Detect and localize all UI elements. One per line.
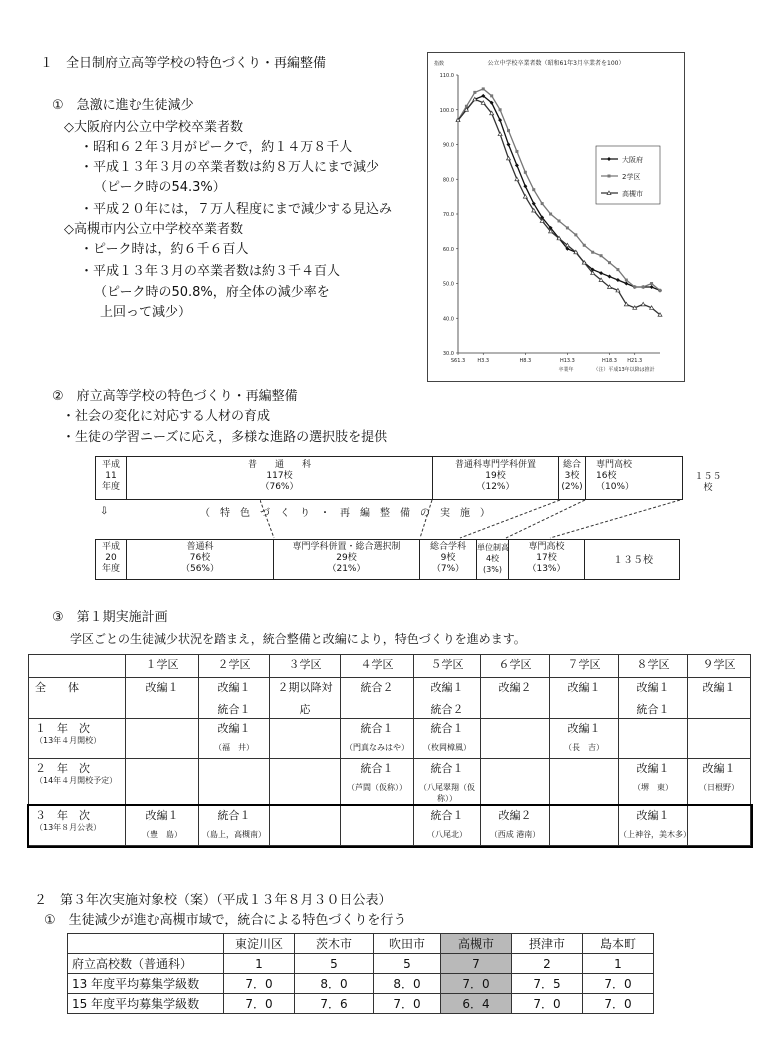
point-1 xyxy=(507,129,510,132)
takatsuki-line-4: 上回って減少） xyxy=(100,305,192,320)
plan-cell: 改編１ （日根野） xyxy=(688,759,751,806)
plan-cell: 改編２ （西成 港南） xyxy=(481,806,550,846)
hs-cell: 7 xyxy=(441,954,512,974)
hs-header-5: 摂津市 xyxy=(512,934,583,954)
point-1 xyxy=(583,244,586,247)
hs-row xyxy=(68,954,654,974)
plan-cell xyxy=(550,806,619,846)
y-tick-label: 100.0 xyxy=(439,107,454,114)
section1-heading: １ 全日制府立高等学校の特色づくり・再編整備 xyxy=(40,56,327,71)
takatsuki-head: ◇高槻市内公立中学校卒業者数 xyxy=(64,222,243,237)
point-0 xyxy=(608,275,612,279)
plan-cell: 統合１ （芦間（仮称）） xyxy=(341,759,414,806)
osaka-line-1: ・昭和６２年３月がピークで，約１４万８千人 xyxy=(80,140,353,155)
plan-cell: 改編１ 統合２ xyxy=(414,678,481,719)
osaka-line-3: （ピーク時の54.3%） xyxy=(94,180,226,195)
h11-sogo: 総合 3校 (2%) xyxy=(561,460,583,492)
hs-row xyxy=(68,974,654,994)
point-0 xyxy=(507,143,511,147)
sub1-title: ① 急激に進む生徒減少 xyxy=(52,98,194,113)
hs-cell: 1 xyxy=(224,954,295,974)
plan-cell xyxy=(126,759,199,806)
point-2 xyxy=(481,101,485,105)
plan-cell xyxy=(270,759,341,806)
plan-cell xyxy=(270,719,341,759)
point-1 xyxy=(558,219,561,222)
plan-cell: 改編１ （上神谷，美木多） xyxy=(619,806,688,846)
section2-heading: ２ 第３年次実施対象校（案）（平成１３年８月３０日公表） xyxy=(34,893,392,908)
plan-cell xyxy=(126,719,199,759)
point-0 xyxy=(515,163,519,167)
plan-cell: 統合１ （八尾北） xyxy=(414,806,481,846)
hs-cell: 7．0 xyxy=(512,994,583,1014)
reform-text: （ 特 色 づ く り ・ 再 編 整 備 の 実 施 ） xyxy=(200,508,490,519)
hs-row-label: 13 年度平均募集学級数 xyxy=(68,974,224,994)
plan-cell: 統合１ （八尾翠翔（仮称）） xyxy=(414,759,481,806)
point-1 xyxy=(482,87,485,90)
point-1 xyxy=(499,108,502,111)
plan-header-3: ３学区 xyxy=(270,655,341,678)
plan-row xyxy=(29,759,751,806)
plan-row-label: 全 体 xyxy=(29,678,126,719)
plan-cell: 統合１ （枚岡樟風） xyxy=(414,719,481,759)
plan-cell xyxy=(341,806,414,846)
x-tick-label: H8.3 xyxy=(519,358,532,364)
plan-header-4: ４学区 xyxy=(341,655,414,678)
h11-total: １５５ 校 xyxy=(694,472,722,493)
x-tick-label: S61.3 xyxy=(450,358,466,364)
point-0 xyxy=(650,285,654,289)
plan-cell xyxy=(688,719,751,759)
hs-header-1: 東淀川区 xyxy=(224,934,295,954)
plan-cell xyxy=(270,806,341,846)
point-1 xyxy=(574,233,577,236)
osaka-line-4: ・平成２０年には，７万人程度にまで減少する見込み xyxy=(80,202,393,217)
hs-row-label: 15 年度平均募集学級数 xyxy=(68,994,224,1014)
h20-total: １３５校 xyxy=(613,555,653,566)
plan-cell: 改編１ 統合１ xyxy=(619,678,688,719)
plan-row xyxy=(29,806,751,846)
point-1 xyxy=(633,285,636,288)
hs-cell: 7．0 xyxy=(374,994,441,1014)
plan-cell: 改編１ xyxy=(550,678,619,719)
point-2 xyxy=(641,302,645,306)
connector-lines xyxy=(260,500,690,540)
hs-header-6: 島本町 xyxy=(583,934,654,954)
legend-label-2: 高槻市 xyxy=(622,190,643,198)
hs-cell: 1 xyxy=(583,954,654,974)
plan-cell: 統合２ xyxy=(341,678,414,719)
plan-header-blank xyxy=(29,655,126,678)
plan-row-label: ２ 年 次 （14年４月開校予定） xyxy=(29,759,126,806)
hs-cell: 7．0 xyxy=(224,994,295,1014)
point-2 xyxy=(507,156,511,160)
legend-label-1: 2学区 xyxy=(622,173,641,181)
point-2 xyxy=(616,288,620,292)
plan-cell xyxy=(550,759,619,806)
point-1 xyxy=(541,202,544,205)
plan-cell xyxy=(199,759,270,806)
point-1 xyxy=(625,279,628,282)
hs-header-3: 吹田市 xyxy=(374,934,441,954)
sub3-desc: 学区ごとの生徒減少状況を踏まえ，統合整備と改編により，特色づくりを進めます。 xyxy=(70,632,526,646)
point-1 xyxy=(532,188,535,191)
plan-cell xyxy=(688,806,751,846)
plan-cell: 改編１ （長 吉） xyxy=(550,719,619,759)
takatsuki-line-1: ・ピーク時は，約６千６百人 xyxy=(80,242,249,257)
y-tick-label: 90.0 xyxy=(442,142,454,149)
takatsuki-line-2: ・平成１３年３月の卒業者数は約３千４百人 xyxy=(80,264,341,279)
plan-cell xyxy=(619,719,688,759)
point-2 xyxy=(473,97,477,101)
plan-header-8: ８学区 xyxy=(619,655,688,678)
sub2-title: ② 府立高等学校の特色づくり・再編整備 xyxy=(52,389,298,404)
point-1 xyxy=(591,251,594,254)
plan-cell xyxy=(481,719,550,759)
x-tick-label: H21.3 xyxy=(627,358,643,364)
h20-year: 平成 20 年度 xyxy=(101,542,120,574)
plan-header-7: ７学区 xyxy=(550,655,619,678)
plan-header-9: ９学区 xyxy=(688,655,751,678)
point-1 xyxy=(566,226,569,229)
hs-cell: 5 xyxy=(295,954,374,974)
point-1 xyxy=(650,282,653,285)
plan-cell: 改編１ （福 井） xyxy=(199,719,270,759)
h20-sogo: 総合学科 9校 （7%） xyxy=(429,542,466,574)
hs-row xyxy=(68,994,654,1014)
y-tick-label: 60.0 xyxy=(442,246,454,253)
chart-ylabel: 指数 xyxy=(434,61,445,67)
plan-cell xyxy=(481,759,550,806)
legend-label-0: 大阪府 xyxy=(622,156,643,164)
point-1 xyxy=(616,268,619,271)
hs-header-2: 茨木市 xyxy=(295,934,374,954)
osaka-line-2: ・平成１３年３月の卒業者数は約８万人にまで減少 xyxy=(80,160,380,175)
h20-senmon-sogo: 専門学科併置・総合選択制 29校 （21%） xyxy=(292,542,401,574)
hs-cell: 7．0 xyxy=(583,994,654,1014)
hs-cell: 8．0 xyxy=(374,974,441,994)
hs-cell: 7．0 xyxy=(224,974,295,994)
point-1 xyxy=(608,261,611,264)
hs-cell: 7．5 xyxy=(512,974,583,994)
hs-cell: 8．0 xyxy=(295,974,374,994)
plan-cell: 改編１ xyxy=(688,678,751,719)
plan-cell: 改編１ xyxy=(126,678,199,719)
h11-futsu: 普 通 科 117校 （76%） xyxy=(247,460,311,492)
h11-year: 平成 11 年度 xyxy=(101,460,120,492)
hs-cell: 7．0 xyxy=(583,974,654,994)
plan-cell: 統合１ （島上，高槻南） xyxy=(199,806,270,846)
point-1 xyxy=(549,213,552,216)
hs-cell: 2 xyxy=(512,954,583,974)
high-school-table xyxy=(67,933,654,1014)
graduates-line-chart xyxy=(428,53,684,381)
y-tick-label: 70.0 xyxy=(442,212,454,218)
x-tick-label: H13.3 xyxy=(559,358,575,364)
chart-title: 公立中学校卒業者数（昭和61年3月卒業者を100） xyxy=(487,60,625,67)
hs-cell: 5 xyxy=(374,954,441,974)
down-arrow-icon: ⇩ xyxy=(100,506,109,517)
y-tick-label: 110.0 xyxy=(439,73,454,79)
plan-cell: 改編１ （堺 東） xyxy=(619,759,688,806)
sub2-bullet-2: ・生徒の学習ニーズに応え，多様な進路の選択肢を提供 xyxy=(62,430,388,445)
plan-header-6: ６学区 xyxy=(481,655,550,678)
point-0 xyxy=(624,282,628,286)
h20-senmon: 専門高校 17校 （13%） xyxy=(527,542,566,574)
x-tick-label: H3.3 xyxy=(477,358,490,364)
plan-row xyxy=(29,719,751,759)
point-0 xyxy=(616,278,620,282)
plan-cell: ２期以降対 応 xyxy=(270,678,341,719)
point-1 xyxy=(515,150,518,153)
hs-header-blank xyxy=(68,934,224,954)
hs-cell: 6．4 xyxy=(441,994,512,1014)
point-1 xyxy=(524,171,527,174)
h11-heichi: 普通科専門学科併置 19校 （12%） xyxy=(454,460,536,492)
hs-cell: 7．6 xyxy=(295,994,374,1014)
plan-cell: 改編２ xyxy=(481,678,550,719)
point-1 xyxy=(600,254,603,257)
point-2 xyxy=(515,177,519,181)
plan-cell: 改編１ （豊 島） xyxy=(126,806,199,846)
y-tick-label: 40.0 xyxy=(442,316,454,323)
plan-header-1: １学区 xyxy=(126,655,199,678)
point-1 xyxy=(659,289,662,292)
point-2 xyxy=(498,132,502,136)
osaka-head: ◇大阪府内公立中学校卒業者数 xyxy=(64,120,243,135)
sub2-bullet-1: ・社会の変化に対応する人材の育成 xyxy=(62,409,271,424)
point-2 xyxy=(650,306,654,310)
sub3-title: ③ 第１期実施計画 xyxy=(52,610,168,625)
plan-cell: 統合１ （門真なみはや） xyxy=(341,719,414,759)
takatsuki-line-3: （ピーク時の50.8%，府全体の減少率を xyxy=(94,285,330,300)
point-0 xyxy=(599,271,603,275)
hs-row-label: 府立高校数（普通科） xyxy=(68,954,224,974)
plan-row-label: ３ 年 次 （13年８月公表） xyxy=(29,806,126,846)
plan-table xyxy=(28,654,751,846)
point-1 xyxy=(490,94,493,97)
section2-sub1: ① 生徒減少が進む高槻市域で，統合による特色づくりを行う xyxy=(44,913,407,928)
point-1 xyxy=(642,285,645,288)
chart-xlabel: 卒業年 xyxy=(558,367,574,373)
plan-header-5: ５学区 xyxy=(414,655,481,678)
y-tick-label: 80.0 xyxy=(442,177,454,184)
plan-row xyxy=(29,678,751,719)
legend-marker-1 xyxy=(608,175,611,178)
point-1 xyxy=(473,91,476,94)
hs-cell: 7．0 xyxy=(441,974,512,994)
plan-cell: 改編１ 統合１ xyxy=(199,678,270,719)
x-tick-label: H18.3 xyxy=(602,358,617,364)
y-tick-label: 50.0 xyxy=(442,281,454,288)
chart-note: （注）平成13年以降は推計 xyxy=(593,367,655,373)
h11-senmon: 専門高校 16校 （10%） xyxy=(596,460,635,492)
hs-header-4: 高槻市 xyxy=(441,934,512,954)
point-2 xyxy=(633,306,637,310)
h20-tani: 単位制高 4校 (3%) xyxy=(477,543,509,574)
plan-row-label: １ 年 次 （13年４月開校） xyxy=(29,719,126,759)
y-tick-label: 30.0 xyxy=(442,351,454,357)
plan-header-2: ２学区 xyxy=(199,655,270,678)
h20-futsu: 普通科 76校 （56%） xyxy=(180,542,219,574)
chart-frame xyxy=(427,52,685,382)
